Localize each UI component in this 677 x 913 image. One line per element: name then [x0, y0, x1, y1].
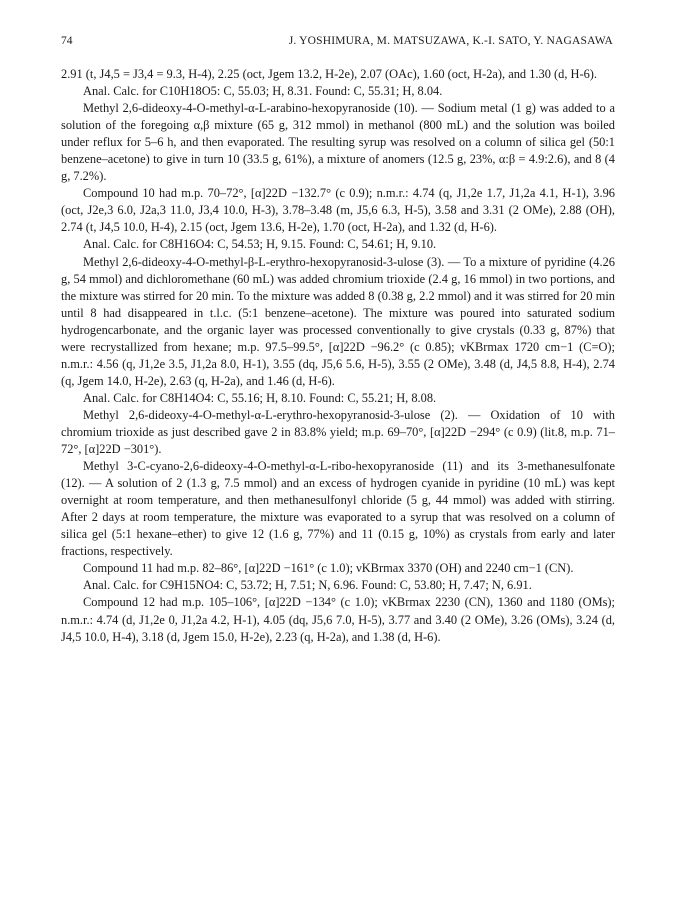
paragraph-compound-10-prep: Methyl 2,6-dideoxy-4-O-methyl-α-L-arabino-hexopyranoside (10). — Sodium metal (1 g) was added to a solution of the foregoing α,β mixture (65 g, 312 mmol) in methanol (800 mL) and the solution was boiled under reflux for 5–6 h, and then evaporated. The resulting syrup was resolved on a column of silica gel (50:1 benzene–acetone) to give in turn 10 (33.5 g, 61%), a mixture of anomers (12.5 g, 23%, α:β = 4.9:2.6), and 8 (4 g, 7.2%). [61, 101, 615, 184]
paragraph-compound-11-12-prep: Methyl 3-C-cyano-2,6-dideoxy-4-O-methyl-α-L-ribo-hexopyranoside (11) and its 3-methanesulfonate (12). — A solution of 2 (1.3 g, 7.5 mmol) and an excess of hydrogen cyanide in pyridine (10 mL) was kept overnight at room temperature, and then methanesulfonyl chloride (5 g, 44 mmol) was added with stirring. After 2 days at room temperature, the mixture was evaporated to a syrup that was resolved on a column of silica gel (5:1 hexane–ether) to give 12 (1.6 g, 77%) and 11 (0.15 g, 10%) as crystals from early and later fractions, respectively. [61, 459, 615, 559]
body-text [61, 66, 615, 646]
running-title: J. YOSHIMURA, M. MATSUZAWA, K.-I. SATO, Y. NAGASAWA [288, 35, 613, 47]
page-number: 74 [61, 35, 73, 47]
paragraph-anal-3: Anal. Calc. for C8H14O4: C, 55.16; H, 8.10. Found: C, 55.21; H, 8.08. [83, 390, 437, 405]
paragraph-nmr-continuation: 2.91 (t, J4,5 = J3,4 = 9.3, H-4), 2.25 (oct, Jgem 13.2, H-2e), 2.07 (OAc), 1.60 (oct, H-2a), and 1.30 (d, H-6). [61, 67, 598, 81]
paragraph-anal-7: Anal. Calc. for C10H18O5: C, 55.03; H, 8.31. Found: C, 55.31; H, 8.04. [83, 84, 443, 99]
page-header [61, 35, 613, 51]
paragraph-anal-11: Anal. Calc. for C9H15NO4: C, 53.72; H, 7.51; N, 6.96. Found: C, 53.80; H, 7.47; N, 6.91. [83, 578, 532, 593]
paragraph-compound-2-prep: Methyl 2,6-dideoxy-4-O-methyl-α-L-erythro-hexopyranosid-3-ulose (2). — Oxidation of 10 with chromium trioxide as just described gave 2 in 83.8% yield; m.p. 69–70°, [α]22D −294° (c 0.9) (lit.8, m.p. 71–72°, [α]22D −301°). [61, 407, 615, 457]
paragraph-compound-3-prep: Methyl 2,6-dideoxy-4-O-methyl-β-L-erythro-hexopyranosid-3-ulose (3). — To a mixture of pyridine (4.26 g, 54 mmol) and dichloromethane (60 mL) was added chromium trioxide (2.4 g, 16 mmol) in two portions, and the mixture was stirred for 20 min. To the mixture was added 8 (0.38 g, 2.2 mmol) and it was stirred for 20 min until 8 had disappeared in t.l.c. (5:1 benzene–acetone). The mixture was poured into saturated sodium hydrogencarbonate, and the organic layer was processed conventionally to give crystals (0.33 g, 87%) that were recrystallized from hexane; m.p. 97.5–99.5°, [α]22D −96.2° (c 0.85); νKBrmax 1720 cm−1 (C=O); n.m.r.: 4.56 (q, J1,2e 3.5, J1,2a 8.0, H-1), 3.55 (dq, J5,6 5.6, H-5), 3.55 (2 OMe), 3.48 (d, J4,5 8.8, H-4), 2.74 (q, Jgem 14.0, H-2e), 2.63 (q, H-2a), and 1.46 (d, H-6). [61, 254, 615, 388]
paragraph-compound-11-data: Compound 11 had m.p. 82–86°, [α]22D −161° (c 1.0); νKBrmax 3370 (OH) and 2240 cm−1 (CN). [83, 561, 574, 576]
paragraph-anal-10: Anal. Calc. for C8H16O4: C, 54.53; H, 9.15. Found: C, 54.61; H, 9.10. [83, 237, 437, 252]
paragraph-compound-10-data: Compound 10 had m.p. 70–72°, [α]22D −132.7° (c 0.9); n.m.r.: 4.74 (q, J1,2e 1.7, J1,2a 4.1, H-1), 3.96 (oct, J2e,3 6.0, J2a,3 11.0, J3,4 10.0, H-3), 3.78–3.48 (m, J5,6 6.3, H-5), 3.58 and 3.31 (2 OMe), 2.88 (OH), 2.74 (t, J4,5 10.0, H-4), 2.15 (oct, Jgem 13.6, H-2e), 1.70 (oct, H-2a), and 1.32 (d, H-6). [61, 186, 615, 235]
paragraph-compound-12-data: Compound 12 had m.p. 105–106°, [α]22D −134° (c 1.0); νKBrmax 2230 (CN), 1360 and 1180 (OMs); n.m.r.: 4.74 (d, J1,2e 0, J1,2a 4.2, H-1), 4.05 (dq, J5,6 7.0, H-5), 3.77 and 3.40 (2 OMe), 3.26 (OMs), 3.24 (d, J4,5 10.0, H-4), 3.18 (d, Jgem 15.0, H-2e), 2.23 (q, H-2a), and 1.38 (d, H-6). [61, 595, 615, 644]
